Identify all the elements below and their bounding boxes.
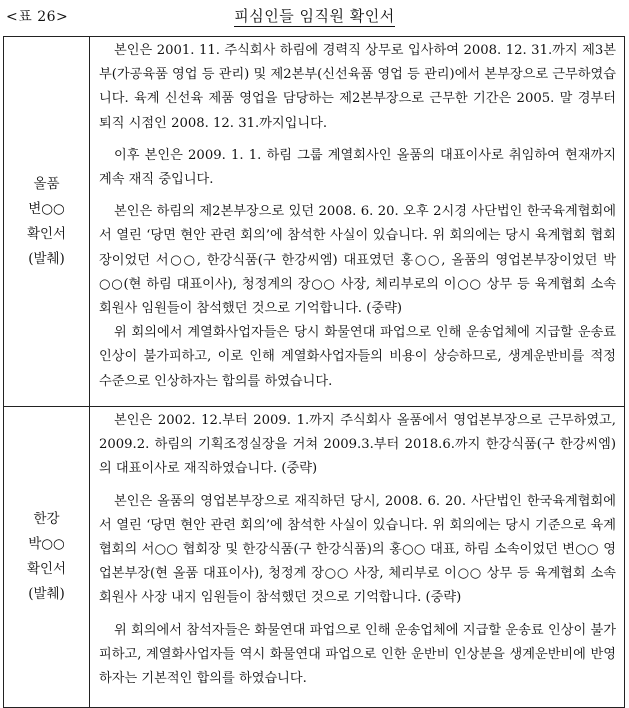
label-line: 올품: [33, 175, 60, 192]
label-line: 확인서: [26, 225, 67, 242]
label-line: (발췌): [28, 586, 65, 602]
paragraph: 이후 본인은 2009. 1. 1. 하림 그룹 계열회사인 올품의 대표이사로 취임하여 현재까지 계속 재직 중입니다.: [99, 147, 616, 188]
document-title: [0, 5, 629, 26]
label-line: (발췌): [28, 250, 65, 267]
row-body-hangang: [90, 407, 625, 708]
confirmation-table: [3, 36, 625, 708]
label-line: 확인서: [26, 561, 67, 577]
table-caption: <표 26>: [6, 9, 69, 25]
table-row: [4, 407, 625, 708]
paragraph: 위 회의에서 계열화사업자들은 당시 화물연대 파업으로 인해 운송업체에 지급할 운송료 인상이 불가피하고, 이로 인해 계열화사업자들의 비용이 상승하므로, 생계운반비를 적정 수준으로 인상하자는 합의를 하였습니다.: [99, 325, 616, 389]
row-label-allpum: [4, 37, 90, 407]
label-line: 변○○: [28, 200, 65, 217]
paragraph: 위 회의에서 참석자들은 화물연대 파업으로 인해 운송업체에 지급할 운송료 인상이 불가피하고, 계열화사업자들 역시 화물연대 파업으로 인한 운반비 인상분을 생계운반비에 반영하자는 기본적인 합의를 하였습니다.: [99, 622, 616, 687]
paragraph: 본인은 2001. 11. 주식회사 하림에 경력직 상무로 입사하여 2008. 12. 31.까지 제3본부(가공육품 영업 등 관리) 및 제2본부(신선육품 영업 등 관리)에서 본부장으로 근무하였습니다. 육계 신선육 제품 영업을 담당하는 제2본부장으로 근무한 기간은 2005. 말 경부터 퇴직 시점인 2008. 12. 31.까지입니다.: [99, 43, 616, 131]
document-title-text: 피심인들 임직원 확인서: [234, 7, 395, 25]
label-line: 한강: [33, 511, 60, 527]
paragraph: 본인은 2002. 12.부터 2009. 1.까지 주식회사 올품에서 영업본부장으로 근무하였고, 2009.2. 하림의 기획조정실장을 거쳐 2009.3.부터 2018.6.까지 한강식품(구 한강씨엠)의 대표이사로 재직하였습니다. (중략): [99, 413, 616, 477]
row-label-hangang: [4, 407, 90, 708]
table-row: [4, 37, 625, 407]
label-line: 박○○: [28, 536, 65, 552]
paragraph: 본인은 올품의 영업본부장으로 재직하던 당시, 2008. 6. 20. 사단법인 한국육계협회에서 열린 ‘당면 현안 관련 회의’에 참석한 사실이 있습니다. 위 회의에는 당시 기준으로 육계협회의 서○○ 협회장 및 한강식품(구 한강식품)의 홍○○ 대표, 하림 소속이었던 변○○ 영업본부장(현 올품 대표이사), 청정계 장○○ 사장, 체리부로 이○○ 상무 등 육계협회 소속 회원사 사장 내지 임원들이 참석했던 것으로 기억합니다. (중략): [99, 493, 616, 606]
row-body-allpum: [90, 37, 625, 407]
paragraph: 본인은 하림의 제2본부장으로 있던 2008. 6. 20. 오후 2시경 사단법인 한국육계협회에서 열린 ‘당면 현안 관련 회의’에 참석한 사실이 있습니다. 위 회의에는 당시 육계협회 협회장이었던 서○○, 한강식품(구 한강씨엠) 대표였던 홍○○, 올품의 영업본부장이었던 박○○(현 하림 대표이사), 청정계의 장○○ 사장, 체리부로의 이○○ 상무 등 육계협회 소속 회원사 임원들이 참석했던 것으로 기억합니다. (중략): [99, 204, 616, 317]
